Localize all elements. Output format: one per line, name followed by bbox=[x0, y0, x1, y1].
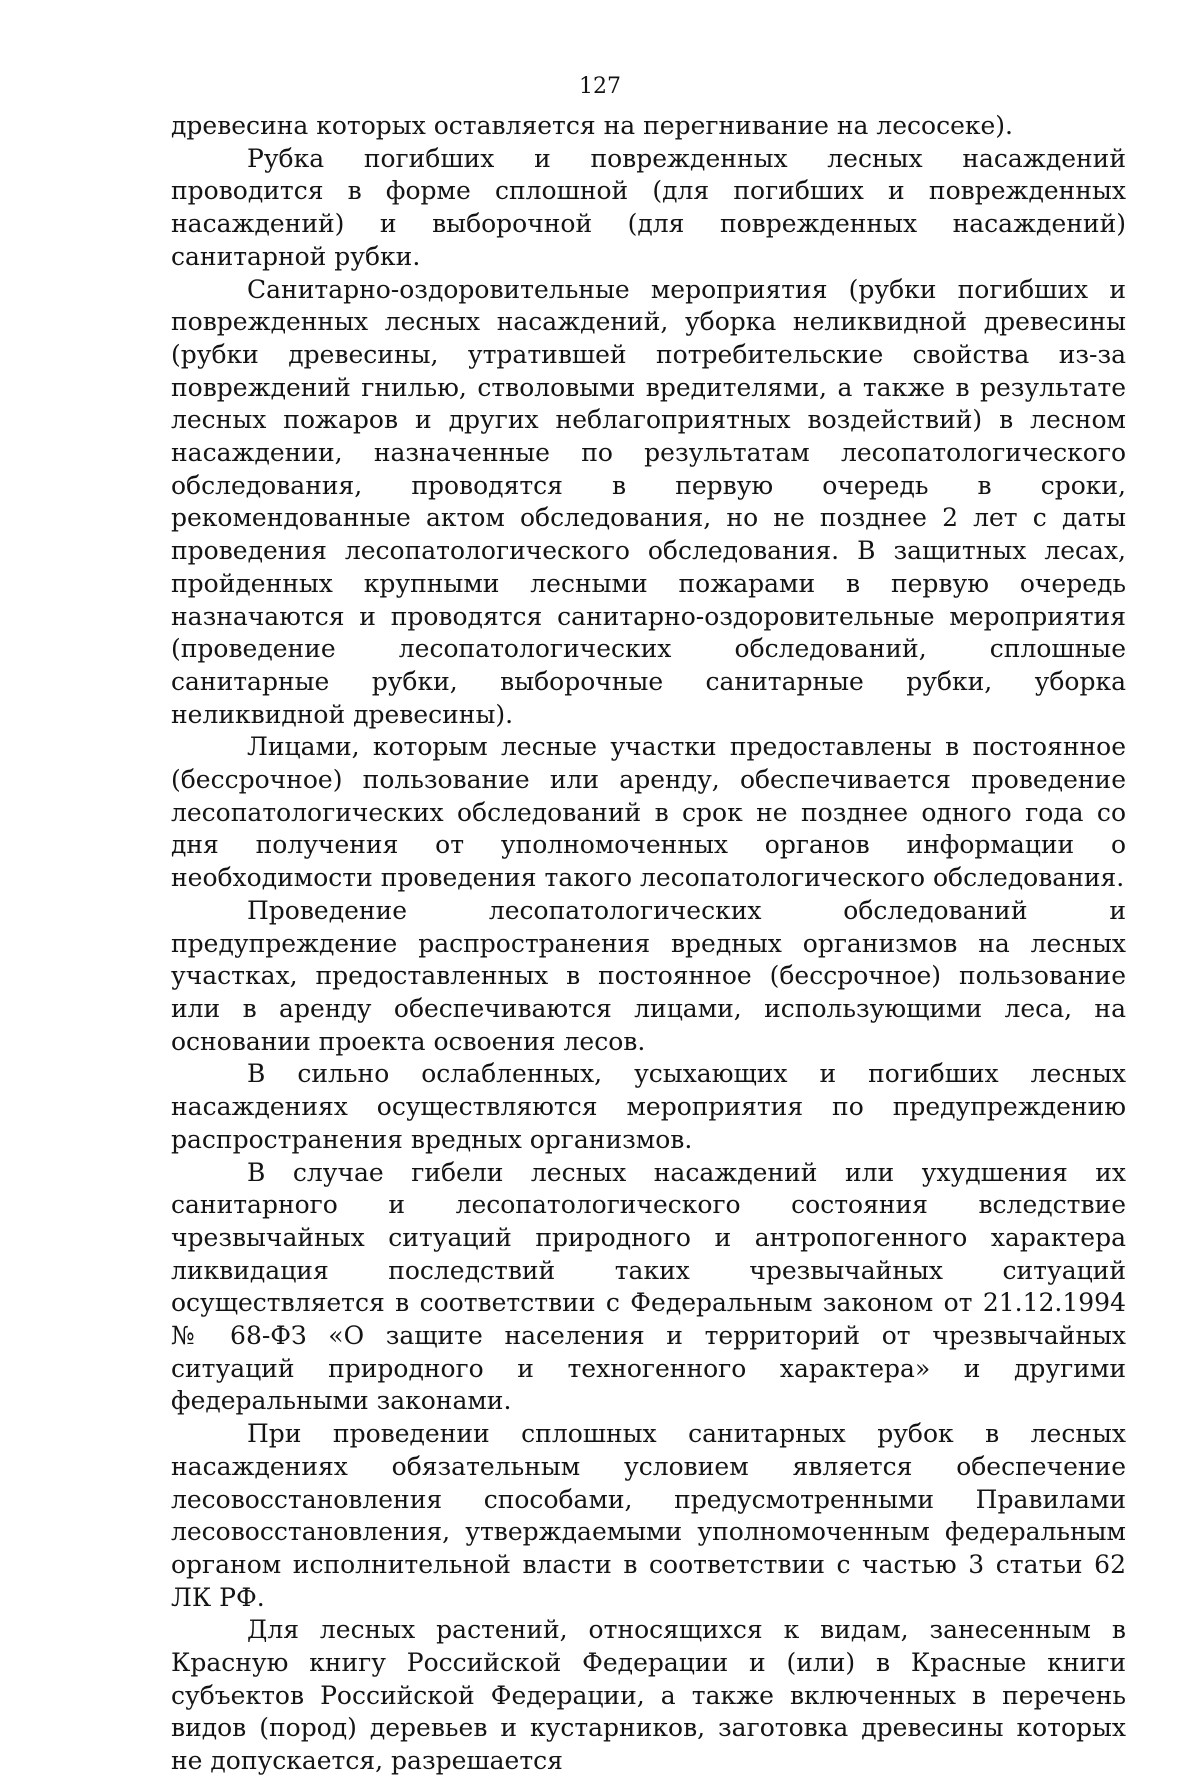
paragraph-pest-prevention: Проведение лесопатологических обследований и предупреждение распространения вредных организмов на лесных участках, предоставленных в постоянное (бессрочное) пользование или в аренду обеспечиваются лицами, использующими леса, на основании проекта освоения лесов. bbox=[171, 895, 1126, 1056]
paragraph-emergency-situations: В случае гибели лесных насаждений или ухудшения их санитарного и лесопатологического состояния вследствие чрезвычайных ситуаций природного и антропогенного характера ликвидация последствий таких чрезвычайных ситуаций осуществляется в соответствии с Федеральным законом от 21.12.1994 № 68-ФЗ «О защите населения и территорий от чрезвычайных ситуаций природного и техногенного характера» и другими федеральными законами. bbox=[171, 1157, 1126, 1416]
paragraph-sanitary-measures: Санитарно-оздоровительные мероприятия (рубки погибших и поврежденных лесных насаждений, уборка неликвидной древесины (рубки древесины, утратившей потребительские свойства из-за повреждений гнилью, стволовыми вредителями, а также в результате лесных пожаров и других неблагоприятных воздействий) в лесном насаждении, назначенные по результатам лесопатологического обследования, проводятся в первую очередь в сроки, рекомендованные актом обследования, но не позднее 2 лет с даты проведения лесопатологического обследования. В защитных лесах, пройденных крупными лесными пожарами в первую очередь назначаются и проводятся санитарно-оздоровительные мероприятия (проведение лесопатологических обследований, сплошные санитарные рубки, выборочные санитарные рубки, уборка неликвидной древесины). bbox=[171, 274, 1126, 729]
paragraph-reforestation-condition: При проведении сплошных санитарных рубок в лесных насаждениях обязательным условием является обеспечение лесовосстановления способами, предусмотренными Правилами лесовосстановления, утверждаемыми уполномоченным федеральным органом исполнительной власти в соответствии с частью 3 статьи 62 ЛК РФ. bbox=[171, 1419, 1126, 1612]
paragraph-lessee-obligations: Лицами, которым лесные участки предоставлены в постоянное (бессрочное) пользование или аренду, обеспечивается проведение лесопатологических обследований в срок не позднее одного года со дня получения от уполномоченных органов информации о необходимости проведения такого лесопатологического обследования. bbox=[171, 732, 1126, 893]
paragraph-dead-stand-felling: Рубка погибших и поврежденных лесных насаждений проводится в форме сплошной (для погибших и поврежденных насаждений) и выборочной (для поврежденных насаждений) санитарной рубки. bbox=[171, 143, 1126, 271]
paragraph-red-book-species: Для лесных растений, относящихся к видам, занесенным в Красную книгу Российской Федерации и (или) в Красные книги субъектов Российской Федерации, а также включенных в перечень видов (пород) деревьев и кустарников, заготовка древесины которых не допускается, разрешается bbox=[171, 1615, 1126, 1776]
body-text bbox=[171, 110, 1126, 1778]
page-number: 127 bbox=[579, 74, 621, 99]
paragraph-continued: древесина которых оставляется на перегнивание на лесосеке). bbox=[171, 111, 1014, 140]
paragraph-weakened-stands: В сильно ослабленных, усыхающих и погибших лесных насаждениях осуществляются мероприятия по предупреждению распространения вредных организмов. bbox=[171, 1059, 1126, 1154]
